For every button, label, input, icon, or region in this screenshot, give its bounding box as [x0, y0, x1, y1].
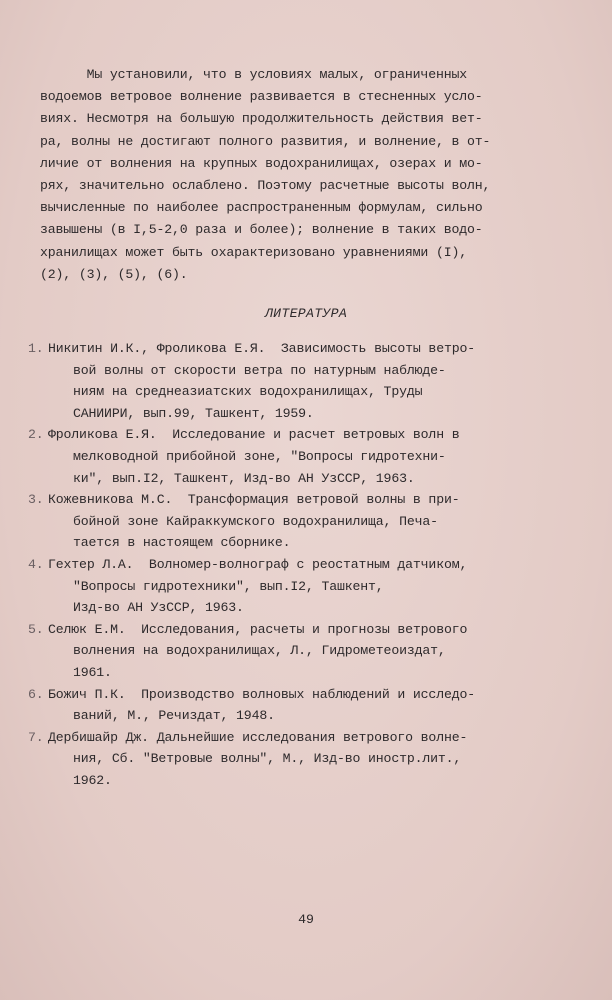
reference-line: 1962. — [73, 772, 112, 788]
reference-line: ки", вып.I2, Ташкент, Изд-во АН УзССР, 1963. — [73, 470, 415, 486]
reference-line: Кожевникова М.С. Трансформация ветровой волны в при- — [48, 492, 460, 508]
reference-line: Божич П.К. Производство волновых наблюдений и исследо- — [48, 686, 476, 702]
reference-item — [28, 619, 588, 684]
body-paragraph — [40, 64, 585, 286]
reference-line: "Вопросы гидротехники", вып.I2, Ташкент, — [73, 578, 384, 594]
reference-line: мелководной прибойной зоне, "Вопросы гидротехни- — [73, 448, 446, 464]
paragraph-line: Мы установили, что в условиях малых, ограниченных — [40, 67, 468, 82]
reference-line: Селюк Е.М. Исследования, расчеты и прогнозы ветрового — [48, 621, 468, 637]
page-number: 49 — [298, 912, 314, 927]
reference-line: тается в настоящем сборнике. — [73, 535, 291, 551]
reference-number: 4. — [28, 556, 44, 572]
reference-number: 7. — [28, 729, 44, 745]
reference-item — [28, 424, 588, 489]
paragraph-line: (2), (3), (5), (6). — [40, 266, 188, 282]
reference-item — [28, 684, 588, 727]
reference-line: волнения на водохранилищах, Л., Гидрометеоиздат, — [73, 643, 446, 659]
reference-number: 2. — [28, 427, 44, 443]
reference-number: 3. — [28, 492, 44, 508]
reference-item — [28, 727, 588, 792]
reference-line: Гехтер Л.А. Волномер-волнограф с реостатным датчиком, — [48, 556, 468, 572]
reference-number: 6. — [28, 686, 44, 702]
reference-line: САНИИРИ, вып.99, Ташкент, 1959. — [73, 405, 314, 421]
paragraph-line: виях. Несмотря на большую продолжительность действия вет- — [40, 111, 483, 127]
reference-item — [28, 338, 588, 424]
reference-line: Изд-во АН УзССР, 1963. — [73, 600, 244, 616]
reference-item — [28, 489, 588, 554]
reference-line: бойной зоне Кайраккумского водохранилища, Печа- — [73, 513, 438, 529]
reference-line: Никитин И.К., Фроликова Е.Я. Зависимость высоты ветро- — [48, 341, 476, 356]
paragraph-line: хранилищах может быть охарактеризовано уравнениями (I), — [40, 244, 468, 260]
reference-list — [28, 338, 588, 791]
paragraph-line: водоемов ветровое волнение развивается в стесненных усло- — [40, 89, 483, 105]
paragraph-line: ра, волны не достигают полного развития, и волнение, в от- — [40, 133, 491, 149]
reference-line: вой волны от скорости ветра по натурным наблюде- — [73, 362, 446, 378]
reference-line: Фроликова Е.Я. Исследование и расчет ветровых волн в — [48, 427, 460, 443]
reference-line: ниям на среднеазиатских водохранилищах, Труды — [73, 384, 423, 400]
reference-line: ваний, М., Речиздат, 1948. — [73, 708, 275, 724]
paragraph-line: рях, значительно ослаблено. Поэтому расчетные высоты волн, — [40, 177, 491, 193]
reference-number: 5. — [28, 621, 44, 637]
paragraph-line: личие от волнения на крупных водохранилищах, озерах и мо- — [40, 155, 483, 171]
reference-line: ния, Сб. "Ветровые волны", М., Изд-во иностр.лит., — [73, 751, 462, 767]
reference-line: Дербишайр Дж. Дальнейшие исследования ветрового волне- — [48, 729, 468, 745]
paragraph-line: завышены (в I,5-2,0 раза и более); волнение в таких водо- — [40, 222, 483, 238]
paragraph-line: вычисленные по наиболее распространенным формулам, сильно — [40, 200, 483, 216]
literature-heading: ЛИТЕРАТУРА — [264, 306, 348, 321]
reference-item — [28, 554, 588, 619]
reference-line: 1961. — [73, 664, 112, 680]
reference-number: 1. — [28, 341, 44, 356]
